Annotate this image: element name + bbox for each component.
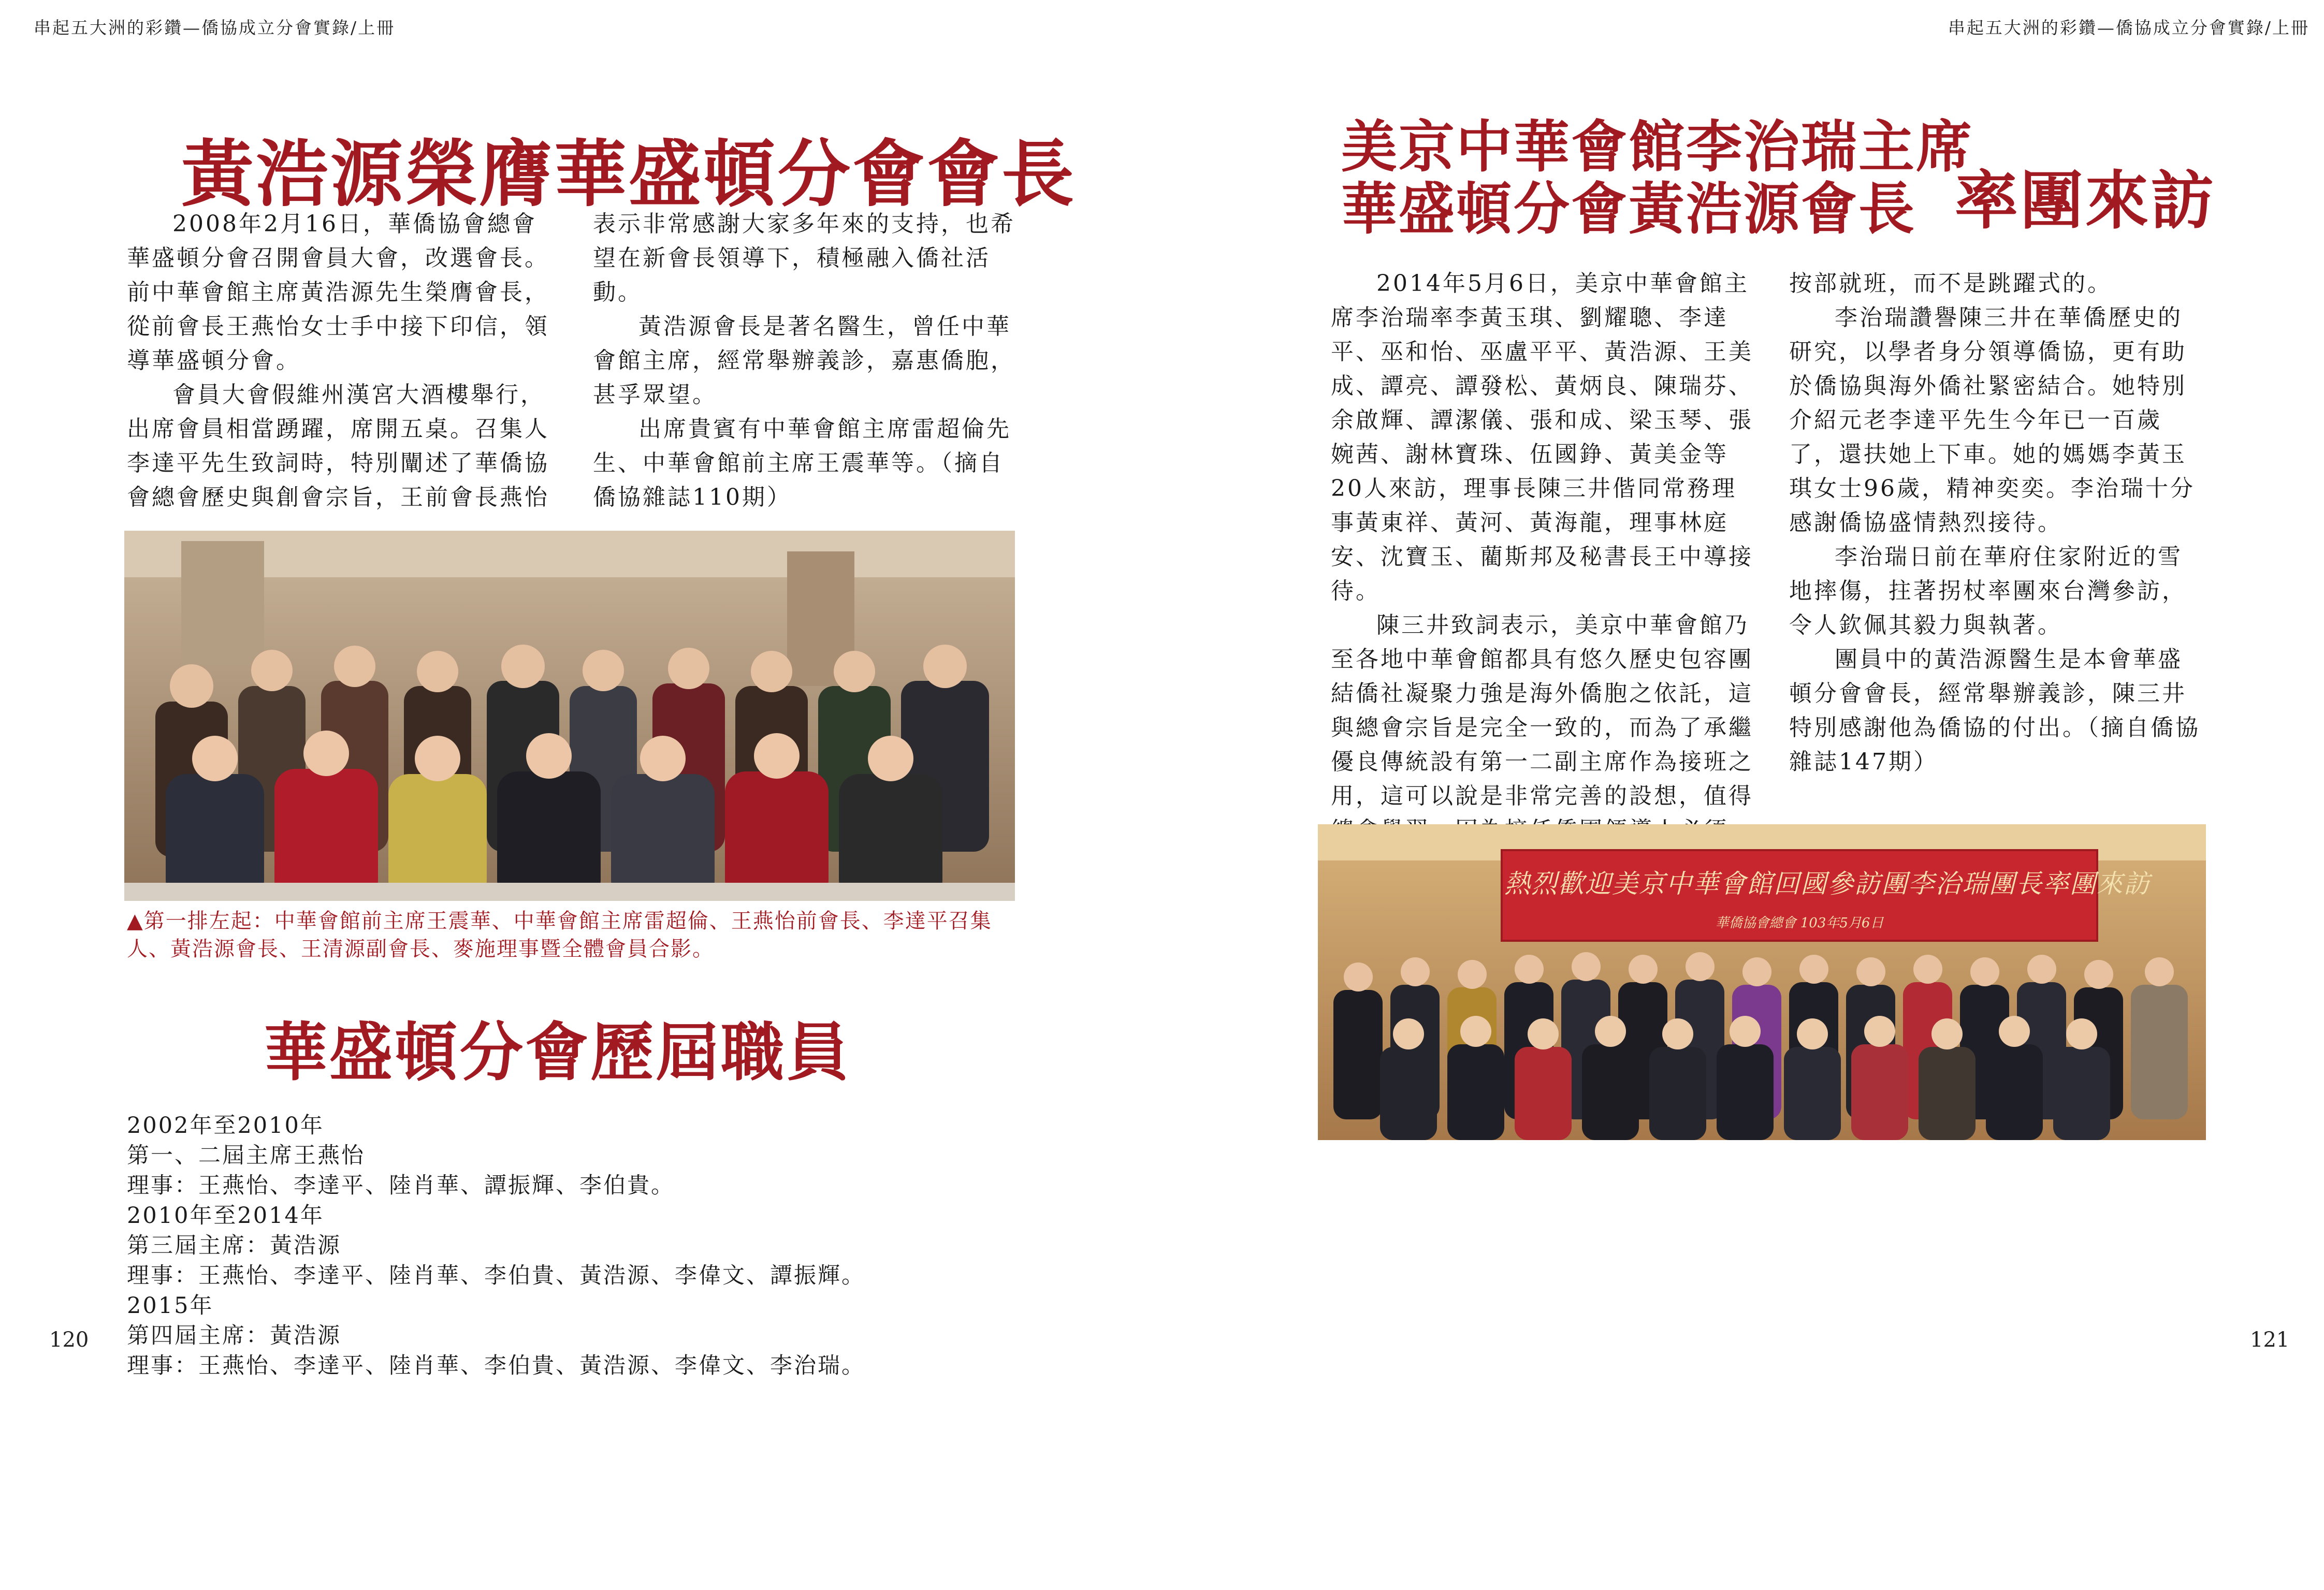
page-number-right: 121 [2250,1328,2290,1352]
group-photo-delegation [1318,824,2206,1140]
paragraph: 表示非常感謝大家多年來的支持，也希望在新會長領導下，積極融入僑社活動。 [593,211,1015,305]
paragraph: 李治瑞日前在華府住家附近的雪地摔傷，拄著拐杖率團來台灣參訪，令人欽佩其毅力與執著。 [1789,544,2187,638]
paragraph: 會員大會假維州漢宮大酒樓舉行，出席會員相當踴躍，席開五桌。召集人李達平先生致詞時，特別闡述了華僑協會總會歷史與創會宗旨，王前會長燕怡 [127,382,549,510]
left-page-title: 黃浩源榮膺華盛頓分會會長 [181,133,1077,217]
right-page-title-side: 率團來訪 [1955,164,2216,238]
title-line: 美京中華會館李治瑞主席 [1341,115,1974,180]
roster-line: 第一、二屆主席王燕怡 [127,1143,365,1169]
right-article-column-1 [1331,267,1761,848]
roster-line: 2002年至2010年 [127,1113,324,1139]
banner-subtext: 華僑協會總會 103年5月6日 [1715,915,1884,931]
roster-line: 理事：王燕怡、李達平、陸肖華、李伯貴、黃浩源、李偉文、譚振輝。 [127,1263,865,1289]
running-header-right: 串起五大洲的彩鑽—僑協成立分會實錄/上冊 [1948,18,2310,38]
officers-roster [127,1111,865,1381]
paragraph: 黃浩源會長是著名醫生，曾任中華會館主席，經常舉辦義診，嘉惠僑胞，甚孚眾望。 [593,313,1015,408]
group-photo-banquet [124,531,1015,901]
right-page-title [1341,116,1973,241]
photo-caption: ▲第一排左起：中華會館前主席王震華、中華會館主席雷超倫、王燕怡前會長、李達平召集人、黃浩源會長、王清源副會長、麥施理事暨全體會員合影。 [127,909,992,961]
roster-line: 2010年至2014年 [127,1203,324,1229]
page-number-left: 120 [49,1328,89,1352]
left-article-column-1 [127,207,551,515]
paragraph: 陳三井致詞表示，美京中華會館乃至各地中華會館都具有悠久歷史包容團結僑社凝聚力強是海外僑胞之依託，這與總會宗旨是完全一致的，而為了承繼優良傳統設有第一二副主席作為接班之用，這可以說是非常完善的設想，值得 [1331,612,1753,809]
roster-line: 理事：王燕怡、李達平、陸肖華、李伯貴、黃浩源、李偉文、李治瑞。 [127,1353,865,1379]
roster-line: 理事：王燕怡、李達平、陸肖華、譚振輝、李伯貴。 [127,1173,675,1199]
paragraph: 按部就班，而不是跳躍式的。 [1789,270,2112,297]
roster-line: 2015年 [127,1293,214,1319]
roster-section-title: 華盛頓分會歷屆職員 [264,1016,851,1089]
left-article-column-2 [593,207,1023,515]
paragraph: 李治瑞讚譽陳三井在華僑歷史的研究，以學者身分領導僑協，更有助於僑協與海外僑社緊密結合。她特別介紹元老李達平先生今年已一百歲了，還扶她上下車。她的媽媽李黃玉琪女士96歲，精神奕奕。李治瑞十分感謝僑協盛情熱烈接待。 [1789,304,2195,536]
right-article-column-2 [1789,267,2203,779]
roster-line: 第四屆主席：黃浩源 [127,1323,341,1349]
paragraph: 出席貴賓有中華會館主席雷超倫先生、中華會館前主席王震華等。（摘自僑協雜誌110期） [593,416,1011,510]
banner-text: 熱烈歡迎美京中華會館回國參訪團李治瑞團長率團來訪 [1504,869,2151,899]
title-line: 華盛頓分會黃浩源會長 [1341,177,1916,242]
paragraph: 2014年5月6日，美京中華會館主席李治瑞率李黃玉琪、劉耀聰、李達平、巫和怡、巫盧平平、黃浩源、王美成、譚亮、譚發松、黃炳良、陳瑞芬、余啟輝、譚潔儀、張和成、梁玉琴、張婉茜、謝林寶珠、伍國錚、黃美金等20人來訪，理事長陳三井偕同常務理事黃東祥、黃河、黃海龍，理事林庭安、沈寶玉、藺斯邦及秘書長王中導接待。 [1331,270,1753,604]
running-header-left: 串起五大洲的彩鑽—僑協成立分會實錄/上冊 [34,18,396,38]
paragraph: 團員中的黃浩源醫生是本會華盛頓分會會長，經常舉辦義診，陳三井特別感謝他為僑協的付出。（摘自僑協雜誌147期） [1789,646,2200,775]
paragraph: 2008年2月16日，華僑協會總會華盛頓分會召開會員大會，改選會長。前中華會館主席黃浩源先生榮膺會長，從前會長王燕怡女士手中接下印信，領導華盛頓分會。 [127,211,549,374]
roster-line: 第三屆主席：黃浩源 [127,1233,341,1259]
